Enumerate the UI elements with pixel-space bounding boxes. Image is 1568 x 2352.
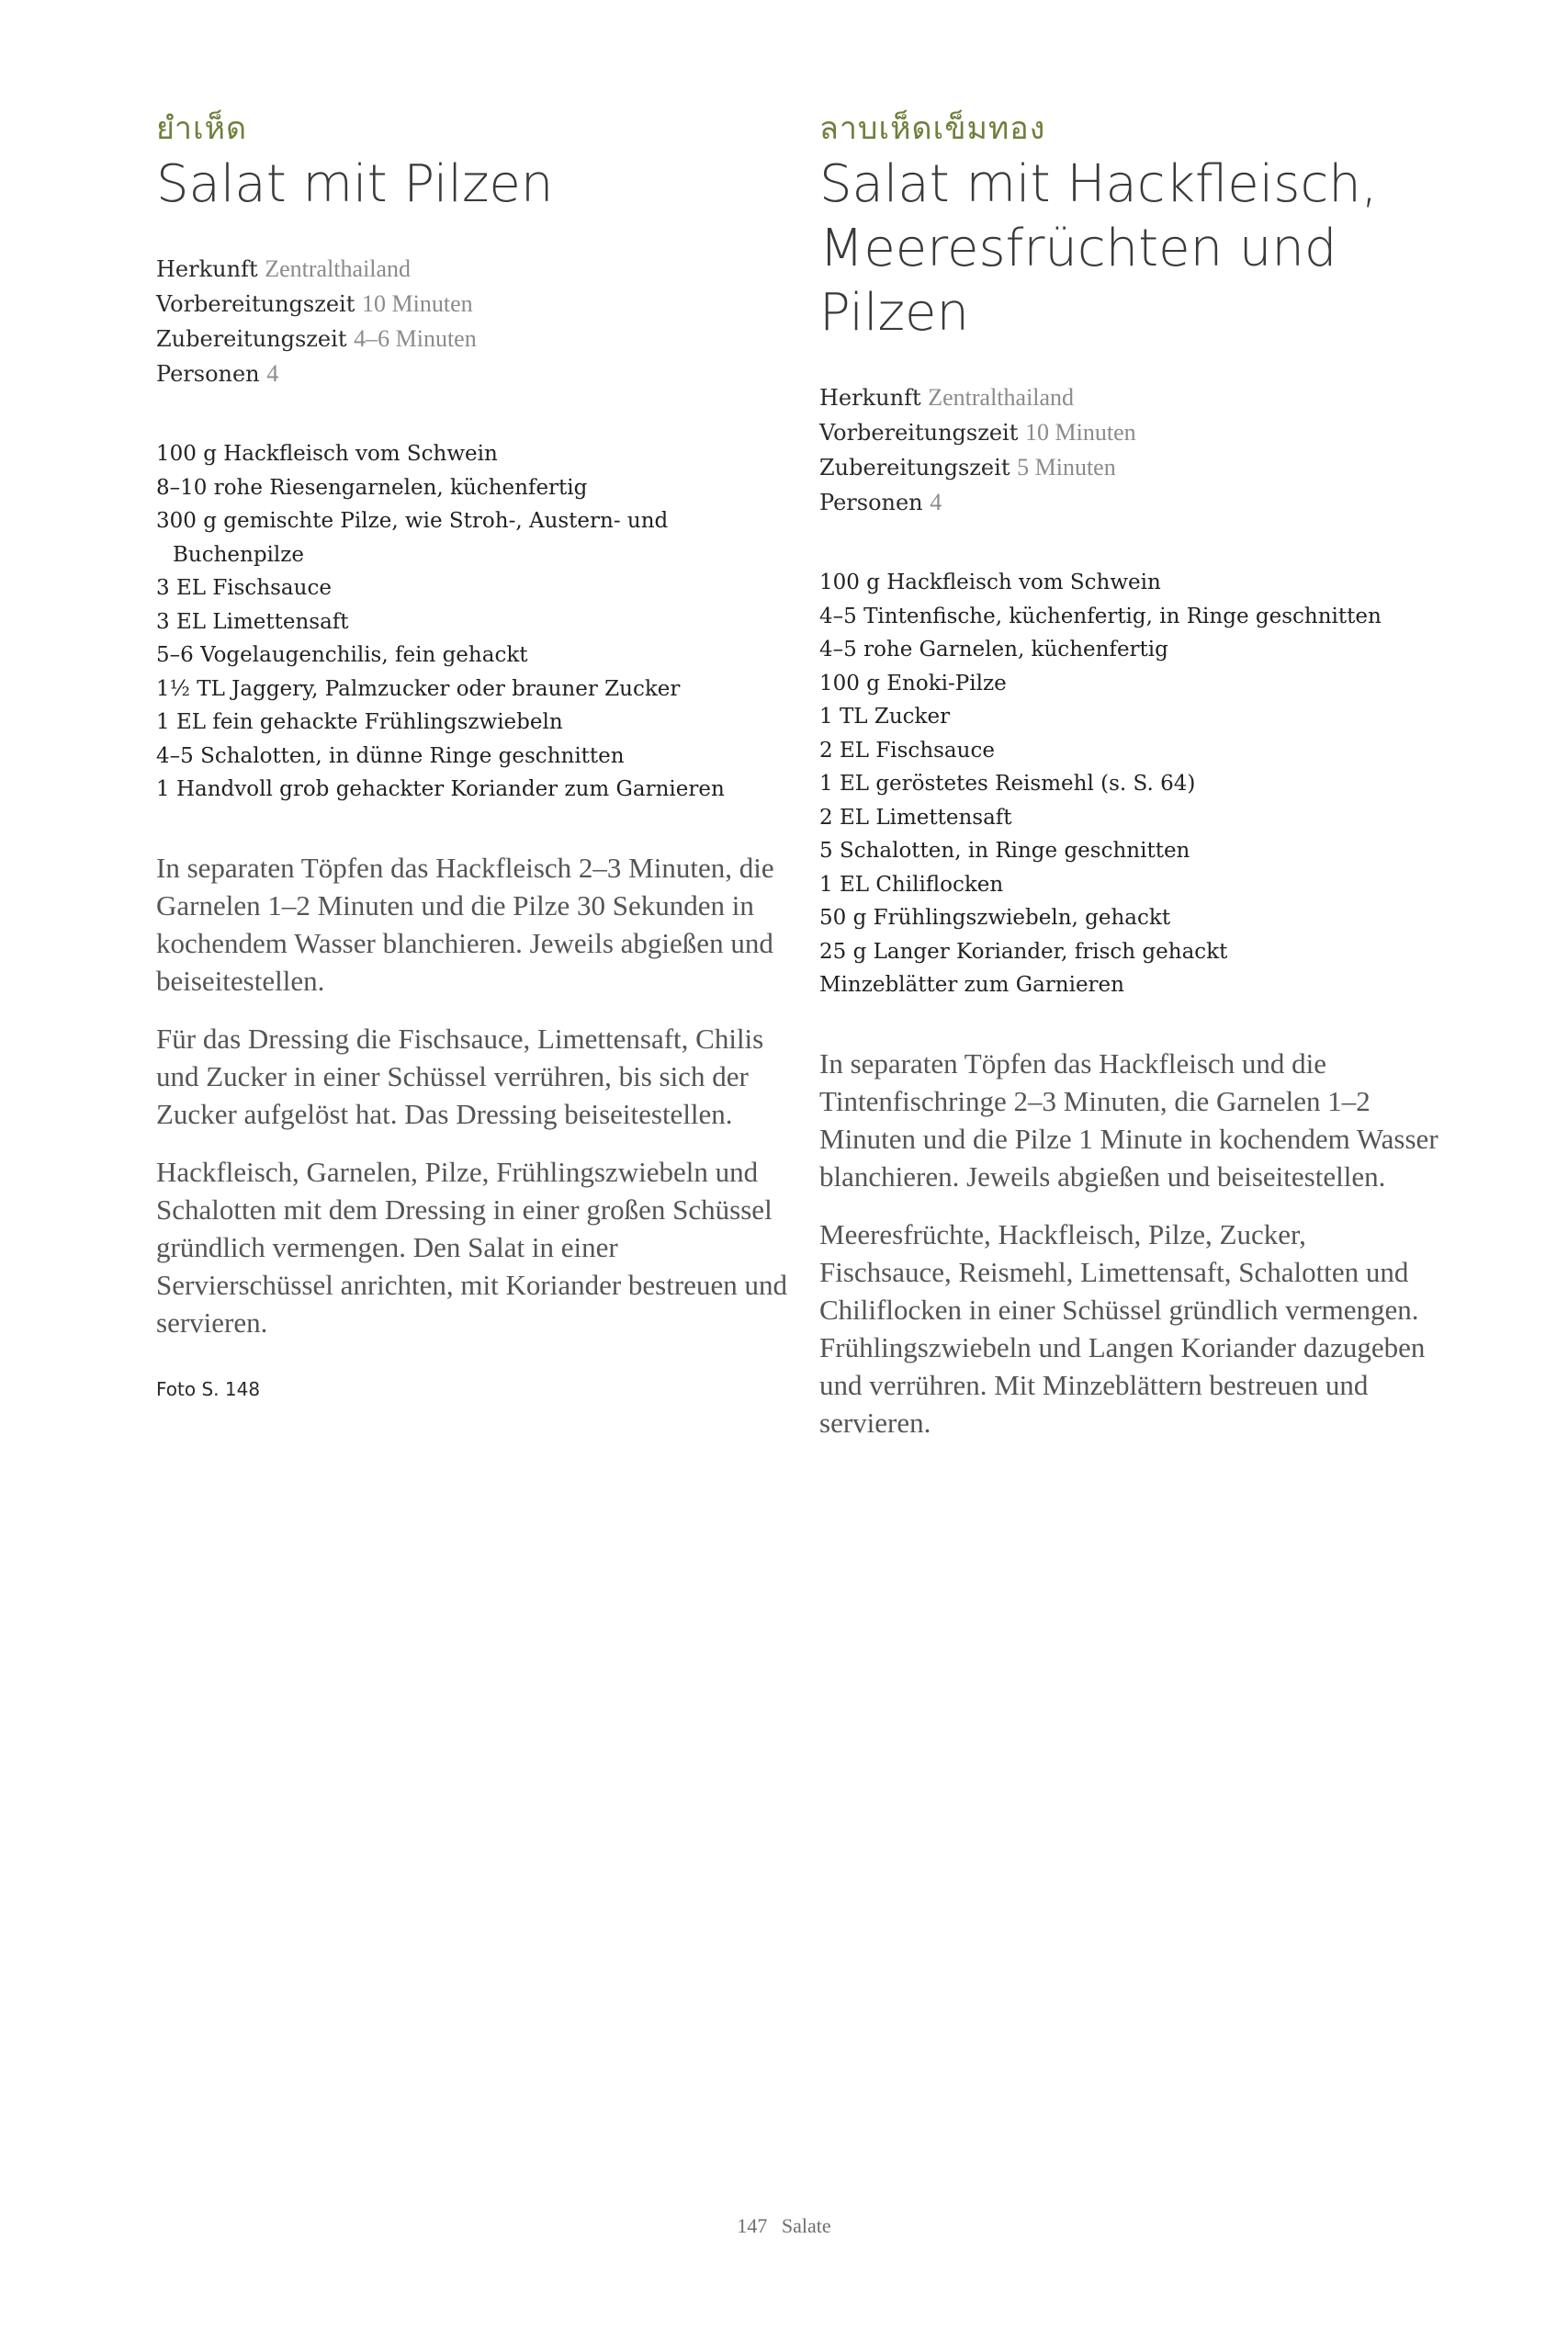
method-steps xyxy=(819,1045,1444,1442)
meta-value: 4 xyxy=(930,489,942,515)
meta-label: Vorbereitungszeit xyxy=(819,420,1019,446)
recipe-salat-mit-hackfleisch xyxy=(819,108,1444,1462)
meta-value: 10 Minuten xyxy=(362,290,473,317)
ingredient-list xyxy=(819,566,1444,1002)
meta-cook-time xyxy=(156,322,799,356)
ingredient-item: 3 EL Fischsauce xyxy=(156,576,332,600)
meta-value: 5 Minuten xyxy=(1017,454,1116,481)
recipe-salat-mit-pilzen xyxy=(156,108,799,1400)
meta-value: 10 Minuten xyxy=(1025,419,1136,446)
method-steps xyxy=(156,849,799,1341)
ingredient-item: 1 EL fein gehackte Frühlingszwiebeln xyxy=(156,710,563,734)
ingredient-item: 100 g Hackfleisch vom Schwein xyxy=(819,571,1161,594)
meta-prep-time xyxy=(819,415,1444,450)
recipe-meta xyxy=(156,252,799,391)
meta-origin xyxy=(819,380,1444,415)
ingredient-item: 5 Schalotten, in Ringe geschnitten xyxy=(819,839,1190,863)
method-paragraph: In separaten Töpfen das Hackfleisch 2–3 Minuten, die Garnelen 1–2 Minuten und die Pilze 30 Sekunden in kochendem Wasser blanchieren. Jeweils abgießen und beiseitestellen. xyxy=(156,851,774,997)
meta-cook-time xyxy=(819,450,1444,485)
meta-label: Zubereitungszeit xyxy=(156,326,347,352)
ingredient-item: 3 EL Limettensaft xyxy=(156,609,349,634)
meta-label: Vorbereitungszeit xyxy=(156,291,355,317)
ingredient-item: 2 EL Fischsauce xyxy=(819,738,995,763)
ingredient-list xyxy=(156,437,799,807)
method-paragraph: Für das Dressing die Fischsauce, Limettensaft, Chilis und Zucker in einer Schüssel verrühren, bis sich der Zucker aufgelöst hat. Das Dressing beiseitestellen. xyxy=(156,1022,764,1130)
meta-origin xyxy=(156,252,799,287)
meta-value: Zentralthailand xyxy=(928,384,1075,411)
recipe-meta xyxy=(819,380,1444,520)
ingredient-item: 4–5 rohe Garnelen, küchenfertig xyxy=(819,638,1168,662)
meta-servings xyxy=(819,485,1444,520)
ingredient-item: 50 g Frühlingszwiebeln, gehackt xyxy=(819,906,1171,930)
ingredient-item: 2 EL Limettensaft xyxy=(819,805,1012,830)
recipe-title: Salat mit Hackfleisch, Meeresfrüchten und Pilzen xyxy=(819,154,1378,343)
section-name: Salate xyxy=(781,2214,831,2237)
ingredient-item: 5–6 Vogelaugenchilis, fein gehackt xyxy=(156,643,528,667)
method-paragraph: Hackfleisch, Garnelen, Pilze, Frühlingszwiebeln und Schalotten mit dem Dressing in einer großen Schüssel gründlich vermengen. Den Salat in einer Servierschüssel anrichten, mit Koriander bestreuen und servieren. xyxy=(156,1155,787,1339)
meta-label: Herkunft xyxy=(819,385,921,411)
ingredient-item: 1 EL Chiliflocken xyxy=(819,872,1004,897)
ingredient-item: 1 EL geröstetes Reismehl (s. S. 64) xyxy=(819,772,1196,796)
meta-value: Zentralthailand xyxy=(265,255,412,282)
method-paragraph: Meeresfrüchte, Hackfleisch, Pilze, Zucker, Fischsauce, Reismehl, Limettensaft, Schalotten und Chiliflocken in einer Schüssel gründlich vermengen. Frühlingszwiebeln und Langen Koriander dazugeben und verrühren. Mit Minzeblättern bestreuen und servieren. xyxy=(819,1217,1426,1439)
page-footer xyxy=(0,2214,1568,2238)
thai-title: ลาบเห็ดเข็มทอง xyxy=(819,110,1046,147)
meta-value: 4–6 Minuten xyxy=(354,325,477,352)
thai-title: ยำเห็ด xyxy=(156,110,248,147)
recipe-title: Salat mit Pilzen xyxy=(156,154,554,214)
ingredient-item: 8–10 rohe Riesengarnelen, küchenfertig xyxy=(156,475,588,500)
ingredient-item: 1 Handvoll grob gehackter Koriander zum Garnieren xyxy=(156,777,725,801)
meta-prep-time xyxy=(156,287,799,322)
ingredient-item: Minzeblätter zum Garnieren xyxy=(819,973,1124,997)
meta-label: Personen xyxy=(819,490,923,515)
meta-servings xyxy=(156,356,799,391)
meta-label: Personen xyxy=(156,361,260,387)
ingredient-item: 4–5 Schalotten, in dünne Ringe geschnitten xyxy=(156,743,625,768)
photo-reference: Foto S. 148 xyxy=(156,1377,261,1400)
meta-value: 4 xyxy=(266,360,279,387)
meta-label: Herkunft xyxy=(156,256,258,282)
ingredient-item: 4–5 Tintenfische, küchenfertig, in Ringe geschnitten xyxy=(819,604,1382,628)
ingredient-item: 1½ TL Jaggery, Palmzucker oder brauner Zucker xyxy=(156,676,681,701)
method-paragraph: In separaten Töpfen das Hackfleisch und die Tintenfischringe 2–3 Minuten, die Garnelen 1–2 Minuten und die Pilze 1 Minute in kochendem Wasser blanchieren. Jeweils abgießen und beiseitestellen. xyxy=(819,1046,1438,1193)
ingredient-item: 1 TL Zucker xyxy=(819,705,951,729)
ingredient-item: 100 g Enoki-Pilze xyxy=(819,671,1007,695)
meta-label: Zubereitungszeit xyxy=(819,455,1010,481)
ingredient-item: 25 g Langer Koriander, frisch gehackt xyxy=(819,939,1228,964)
ingredient-item: 300 g gemischte Pilze, wie Stroh-, Austern- und Buchenpilze xyxy=(156,509,669,567)
ingredient-item: 100 g Hackfleisch vom Schwein xyxy=(156,442,498,466)
page-number: 147 xyxy=(737,2214,768,2237)
